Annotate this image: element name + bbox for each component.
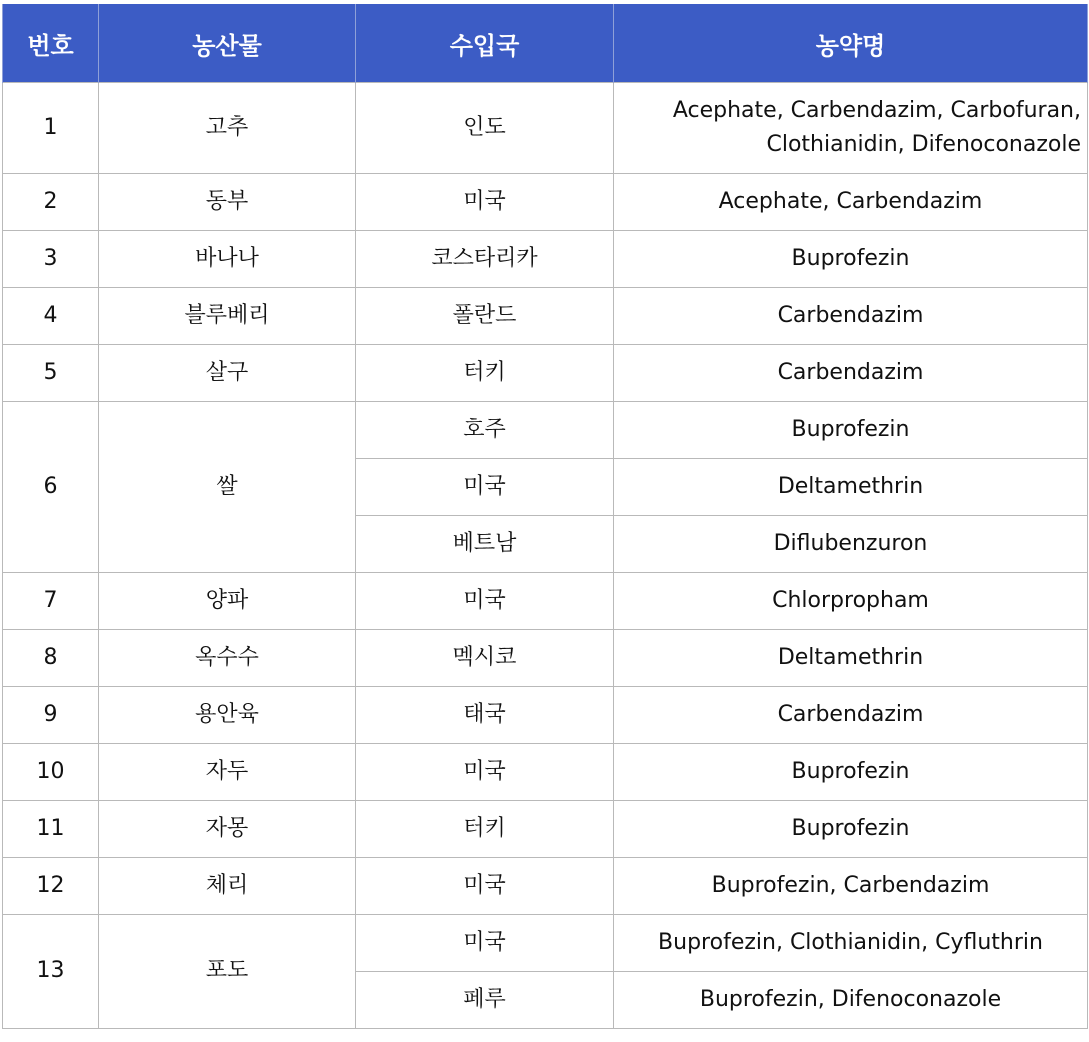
table-row [3,402,1088,459]
header-row [3,4,1088,83]
cell-pesticide: Buprofezin [614,402,1088,459]
cell-crop: 포도 [99,915,356,1029]
header-no: 번호 [3,4,99,83]
cell-pesticide: Diflubenzuron [614,516,1088,573]
cell-country: 태국 [356,687,614,744]
table-row [3,231,1088,288]
cell-country: 터키 [356,345,614,402]
table-row [3,288,1088,345]
cell-no: 7 [3,573,99,630]
table-row [3,687,1088,744]
cell-no: 3 [3,231,99,288]
table-row [3,801,1088,858]
cell-no: 11 [3,801,99,858]
pesticide-table-container [2,4,1088,1029]
table-row [3,174,1088,231]
cell-no: 9 [3,687,99,744]
cell-crop: 체리 [99,858,356,915]
cell-country: 미국 [356,858,614,915]
cell-country: 미국 [356,915,614,972]
cell-no: 5 [3,345,99,402]
table-row [3,744,1088,801]
cell-country: 베트남 [356,516,614,573]
cell-country: 호주 [356,402,614,459]
table-row [3,630,1088,687]
cell-pesticide: Buprofezin, Clothianidin, Cyfluthrin [614,915,1088,972]
table-row [3,83,1088,174]
cell-crop: 바나나 [99,231,356,288]
cell-crop: 블루베리 [99,288,356,345]
cell-country: 미국 [356,573,614,630]
cell-no: 10 [3,744,99,801]
cell-crop: 자두 [99,744,356,801]
cell-no: 1 [3,83,99,174]
cell-no: 12 [3,858,99,915]
header-country: 수입국 [356,4,614,83]
cell-crop: 자몽 [99,801,356,858]
cell-pesticide: Chlorpropham [614,573,1088,630]
cell-country: 터키 [356,801,614,858]
cell-pesticide: Buprofezin [614,801,1088,858]
cell-crop: 쌀 [99,402,356,573]
cell-crop: 옥수수 [99,630,356,687]
cell-no: 13 [3,915,99,1029]
cell-crop: 양파 [99,573,356,630]
cell-pesticide: Carbendazim [614,687,1088,744]
cell-pesticide: Acephate, Carbendazim [614,174,1088,231]
cell-no: 2 [3,174,99,231]
cell-pesticide: Deltamethrin [614,459,1088,516]
cell-crop: 살구 [99,345,356,402]
cell-crop: 고추 [99,83,356,174]
cell-pesticide: Buprofezin [614,231,1088,288]
cell-pesticide: Carbendazim [614,345,1088,402]
pesticide-residue-table [2,4,1088,1029]
cell-crop: 용안육 [99,687,356,744]
cell-no: 4 [3,288,99,345]
table-row [3,345,1088,402]
cell-country: 미국 [356,174,614,231]
header-pesticide: 농약명 [614,4,1088,83]
cell-no: 6 [3,402,99,573]
cell-no: 8 [3,630,99,687]
cell-country: 인도 [356,83,614,174]
cell-pesticide: Buprofezin, Difenoconazole [614,972,1088,1029]
cell-country: 미국 [356,744,614,801]
cell-pesticide: Buprofezin [614,744,1088,801]
cell-country: 폴란드 [356,288,614,345]
pesticide-line: Acephate, Carbendazim, Carbofuran, [672,97,1081,123]
cell-pesticide: Buprofezin, Carbendazim [614,858,1088,915]
table-row [3,915,1088,972]
cell-country: 멕시코 [356,630,614,687]
cell-country: 미국 [356,459,614,516]
table-row [3,858,1088,915]
cell-country: 페루 [356,972,614,1029]
cell-country: 코스타리카 [356,231,614,288]
cell-pesticide: Carbendazim [614,288,1088,345]
cell-crop: 동부 [99,174,356,231]
pesticide-line: Clothianidin, Difenoconazole [766,132,1081,157]
cell-pesticide [614,83,1088,174]
table-row [3,573,1088,630]
cell-pesticide: Deltamethrin [614,630,1088,687]
header-crop: 농산물 [99,4,356,83]
